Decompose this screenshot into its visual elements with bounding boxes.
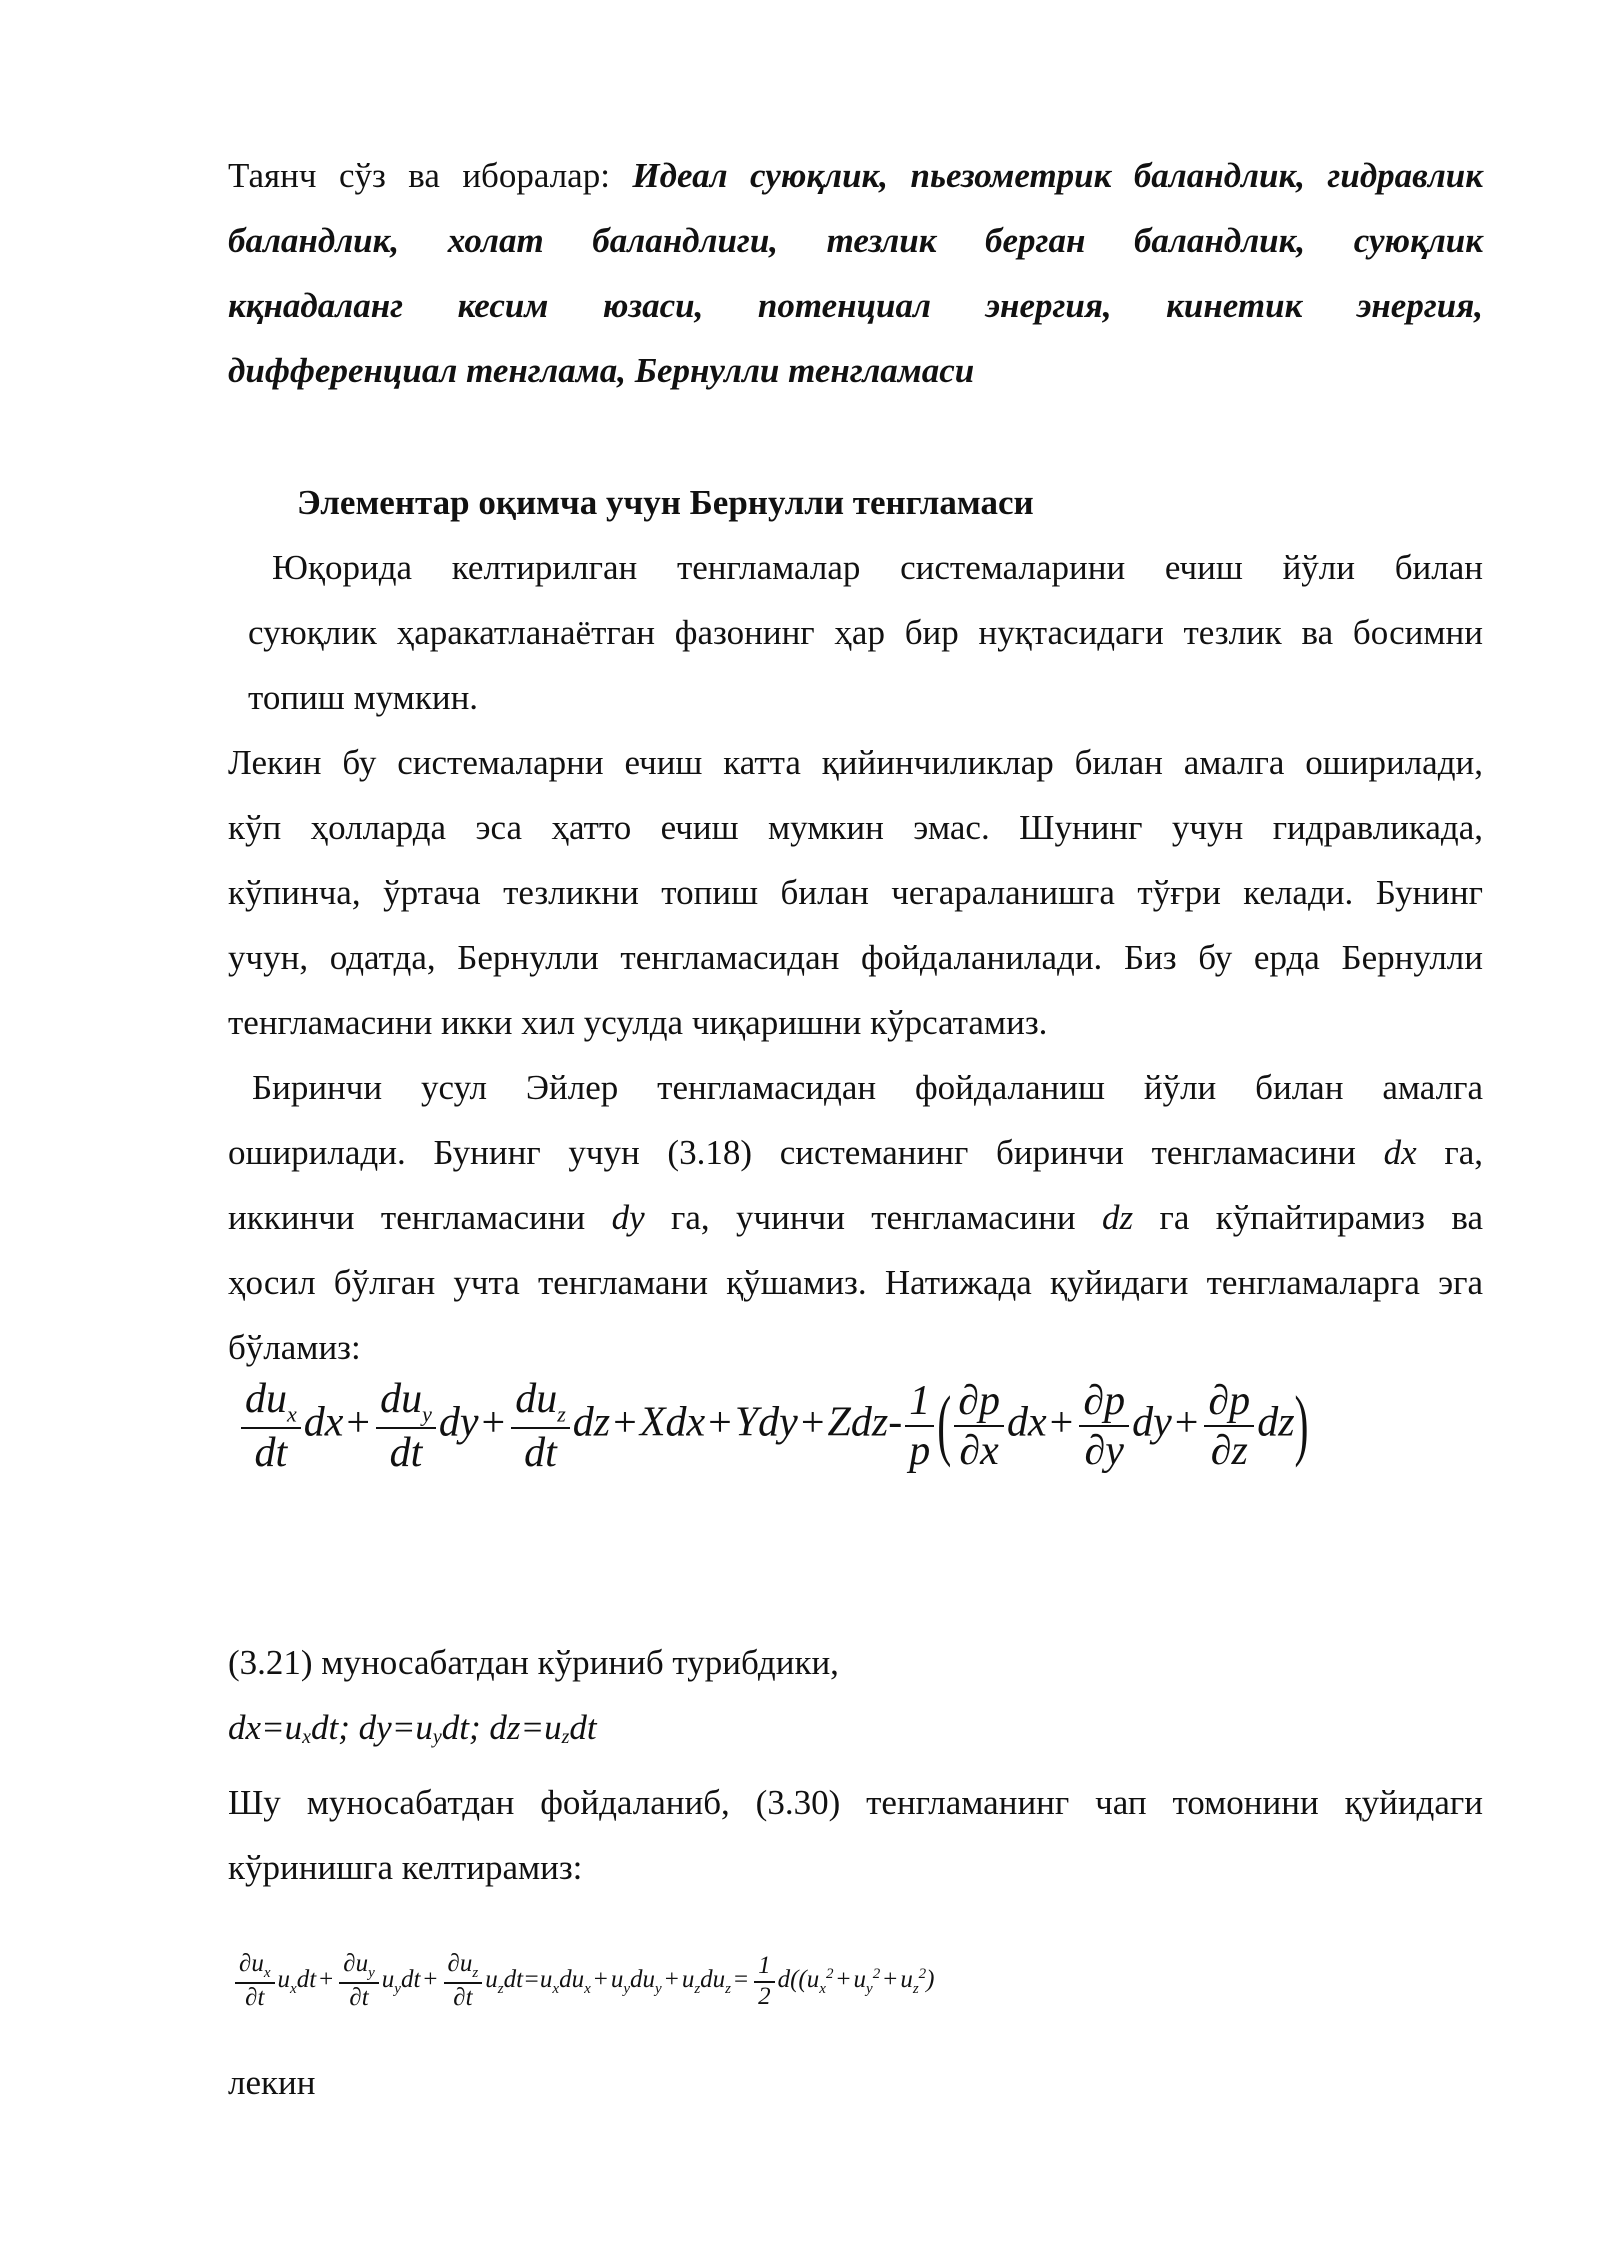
paragraph-2 xyxy=(228,730,1483,1055)
paragraph-3-line-2 xyxy=(228,1120,1483,1185)
fraction-duz-dt: $\frac{du_z}{dt}$ xyxy=(511,1375,570,1477)
euler-sum-equation: $\frac{du_x}{dt}$ dx+ $\frac{du_y}{dt}$ dy+ $\frac{du_z}{dt}$ dz+Xdx+Ydy+Zdz- $\frac{1}{p}$ ( $\frac{\partial p}{\partial x}$ dx+ $\frac{\partial p}{\partial y}$ dy+ $\frac{\partial p}{\partial z}$ dz) xyxy=(238,1375,1309,1477)
term-zdz: Zdz- xyxy=(827,1399,903,1446)
fraction-dp-dx: $\frac{\partial p}{\partial x}$ xyxy=(954,1377,1004,1476)
paragraph-2-line-5: тенгламасини икки хил усулда чиқаришни кўрсатамиз. xyxy=(228,1003,1048,1042)
paragraph-1-line-3: топиш мумкин. xyxy=(248,678,479,717)
variable-dz: dz xyxy=(1101,1198,1134,1237)
paragraph-1-line-1: Юқорида келтирилган тенгламалар системаларини ечиш йўли билан xyxy=(272,548,1483,587)
paragraph-3-line-2-text: оширилади. Бунинг учун (3.18) системанинг биринчи тенгламасини xyxy=(228,1133,1384,1172)
paragraph-4-line-4: кўринишга келтирамиз: xyxy=(228,1848,583,1887)
fraction-dux-dt: $\frac{du_x}{dt}$ xyxy=(241,1375,301,1477)
term-p-dy: dy xyxy=(1132,1399,1172,1446)
fraction-one-half: $\frac{1}{2}$ xyxy=(754,1952,775,2012)
paragraph-3-line-3-mid: га, учинчи тенгламасини xyxy=(644,1198,1102,1237)
fraction-duy-dt-partial: $\frac{\partial u_y}{\partial t}$ xyxy=(339,1950,379,2013)
keywords-line-4: дифференциал тенглама, Бернулли тенгламаси xyxy=(228,351,975,390)
paragraph-3 xyxy=(228,1055,1483,1380)
keywords-label: Таянч сўз ва иборалар: xyxy=(228,156,633,195)
fraction-1-over-p: $\frac{1}{p}$ xyxy=(905,1377,934,1476)
term-dx: dx xyxy=(303,1399,344,1446)
variable-dy: dy xyxy=(611,1198,645,1237)
paragraph-3-line-3-text: иккинчи тенгламасини xyxy=(228,1198,612,1237)
fraction-duy-dt: $\frac{du_y}{dt}$ xyxy=(376,1375,436,1477)
paragraph-3-line-2-end: га, xyxy=(1416,1133,1483,1172)
paragraph-3-line-5: бўламиз: xyxy=(228,1328,361,1367)
paragraph-2-line-2: кўп ҳолларда эса ҳатто ечиш мумкин эмас. Шунинг учун гидравликада, xyxy=(228,808,1483,847)
paragraph-4 xyxy=(228,1630,1483,1900)
term-p-dx: dx xyxy=(1006,1399,1047,1446)
fraction-dux-dt-partial: $\frac{\partial u_x}{\partial t}$ xyxy=(235,1950,275,2013)
fraction-duz-dt-partial: $\frac{\partial u_z}{\partial t}$ xyxy=(444,1950,483,2013)
velocity-identity-equation: $\frac{\partial u_x}{\partial t}$ $u_xdt$ + $\frac{\partial u_y}{\partial t}$ $u_ydt$ + $\frac{\partial u_z}{\partial t}$ $u_zdt=u_xdu_x + u_ydu_y + u_zdu_z$ = $\frac{1}{2}$ $d((u_x^2 + u_y^2 + u_z^2)$ xyxy=(232,1950,935,2013)
keywords-line-1 xyxy=(228,143,1483,208)
fraction-dp-dy: $\frac{\partial p}{\partial y}$ xyxy=(1079,1377,1129,1476)
term-dy: dy xyxy=(438,1399,479,1446)
keywords-line-2: баландлик, холат баландлиги, тезлик берган баландлик, суюқлик xyxy=(228,221,1483,260)
keywords-block xyxy=(228,143,1483,403)
paragraph-1-line-2: суюқлик ҳаракатланаётган фазонинг ҳар бир нуқтасидаги тезлик ва босимни xyxy=(248,613,1483,652)
paragraph-3-line-3 xyxy=(228,1185,1483,1250)
closing-word: лекин xyxy=(228,2063,316,2102)
keywords-text-1: Идеал суюқлик, пьезометрик баландлик, гидравлик xyxy=(632,156,1483,195)
term-dz: dz xyxy=(572,1399,611,1446)
paragraph-2-line-4: учун, одатда, Бернулли тенгламасидан фойдаланилади. Биз бу ерда Бернулли xyxy=(228,938,1483,977)
paragraph-2-line-3: кўпинча, ўртача тезликни топиш билан чегараланишга тўғри келади. Бунинг xyxy=(228,873,1483,912)
term-p-dz: dz xyxy=(1257,1399,1295,1446)
paragraph-3-line-3-end: га кўпайтирамиз ва xyxy=(1133,1198,1483,1237)
variable-dx: dx xyxy=(1383,1133,1417,1172)
term-xdx: Xdx xyxy=(639,1399,706,1446)
term-ydy: Ydy xyxy=(734,1399,798,1446)
paragraph-4-line-2: $dx=u_xdt$; $dy=u_ydt$; $dz=u_zdt$ xyxy=(228,1708,597,1748)
keywords-line-3: кқнадаланг кесим юзаси, потенциал энергия, кинетик энергия, xyxy=(228,286,1483,325)
fraction-dp-dz: $\frac{\partial p}{\partial z}$ xyxy=(1204,1377,1254,1476)
paragraph-2-line-1: Лекин бу системаларни ечиш катта қийинчиликлар билан амалга оширилади, xyxy=(228,743,1483,782)
paragraph-3-line-1: Биринчи усул Эйлер тенгламасидан фойдаланиш йўли билан амалга xyxy=(252,1068,1483,1107)
section-heading: Элементар оқимча учун Бернулли тенгламаси xyxy=(297,483,1034,522)
paragraph-1 xyxy=(248,535,1483,730)
paragraph-4-line-1: (3.21) муносабатдан кўриниб турибдики, xyxy=(228,1643,839,1682)
paragraph-4-line-3: Шу муносабатдан фойдаланиб, (3.30) тенгламанинг чап томонини қуйидаги xyxy=(228,1783,1483,1822)
paragraph-3-line-4: ҳосил бўлган учта тенгламани қўшамиз. Натижада қуйидаги тенгламаларга эга xyxy=(228,1263,1483,1302)
